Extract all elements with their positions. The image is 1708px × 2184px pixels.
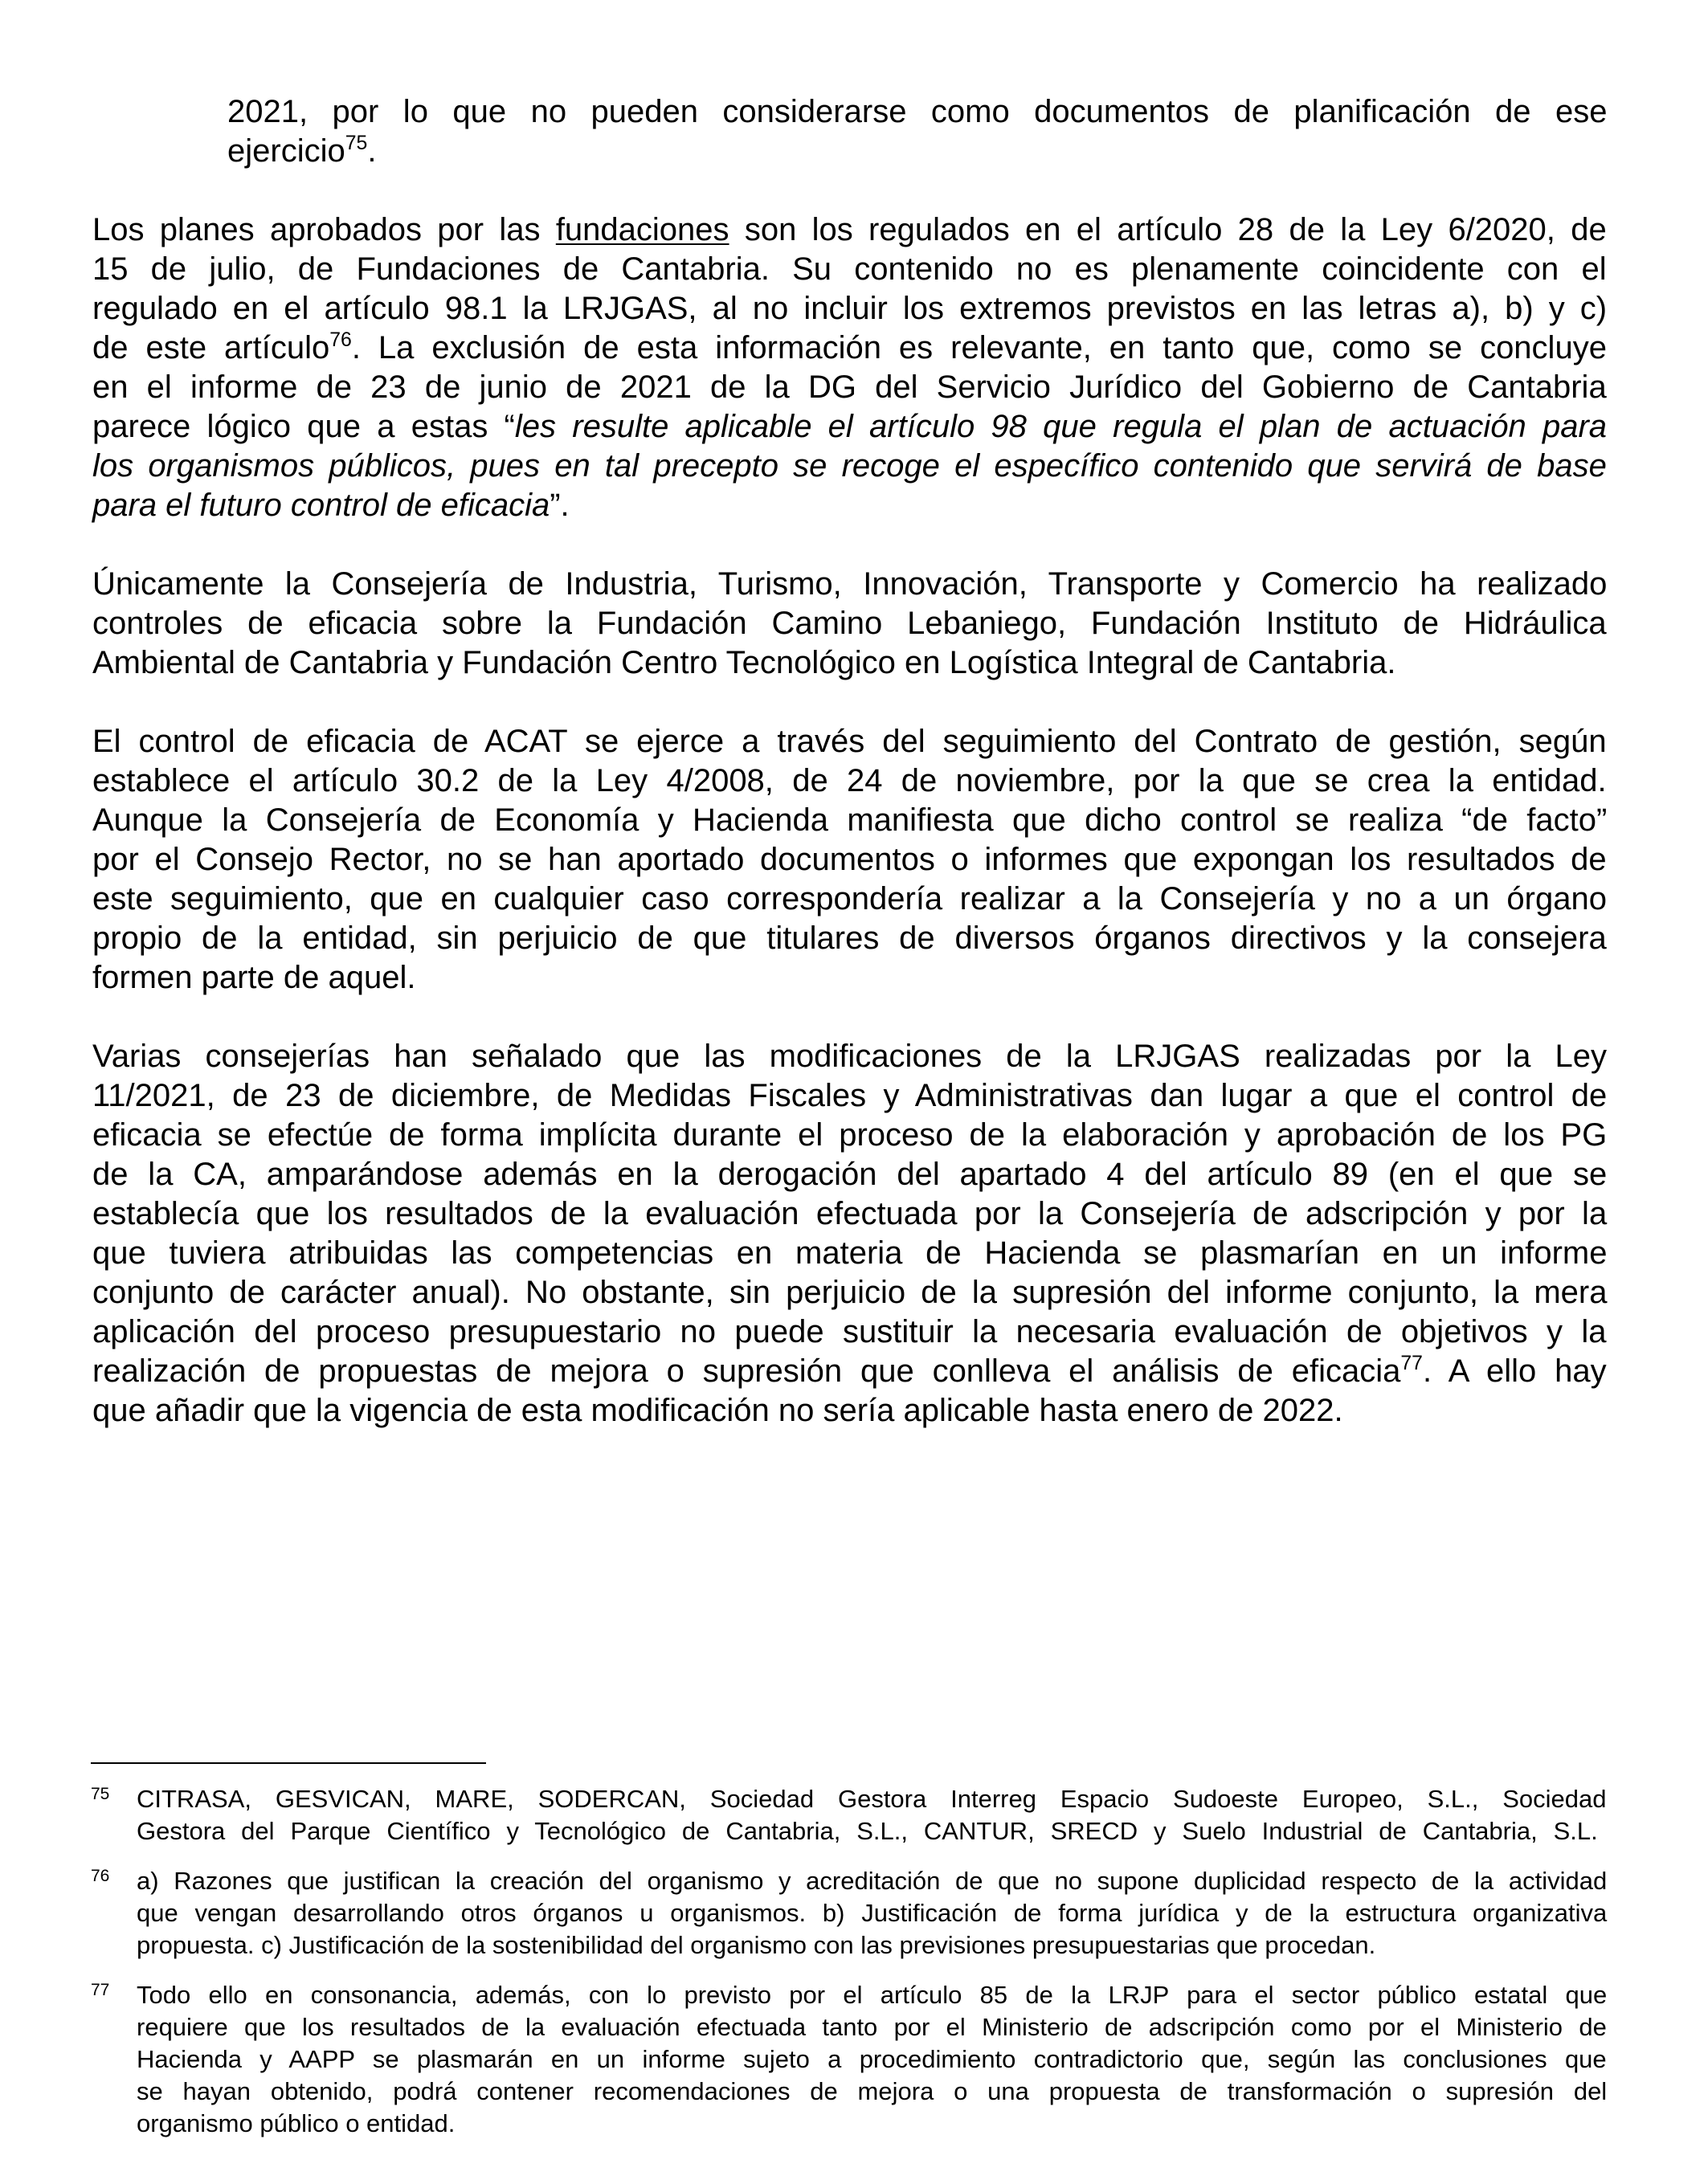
text-run: parece lógico que a estas “ bbox=[92, 409, 515, 444]
text-run: 11/2021, de 23 de diciembre, de Medidas Fiscales y Administrativas dan lugar a que el control de bbox=[92, 1078, 1608, 1113]
text-run: Los planes aprobados por las bbox=[92, 212, 556, 247]
text-run: controles de eficacia sobre la Fundación Camino Lebaniego, Fundación Instituto de Hidráulica bbox=[92, 606, 1607, 641]
text-line bbox=[92, 368, 1607, 407]
text-line bbox=[92, 565, 1607, 604]
footnote-number: 76 bbox=[91, 1867, 110, 1885]
text-line bbox=[92, 210, 1607, 250]
footnote-line: Gestora del Parque Científico y Tecnológico de Cantabria, S.L., CANTUR, SRECD y Suelo Industrial de Cantabria, S.L. bbox=[137, 1817, 1598, 1845]
footnote-reference[interactable]: 75 bbox=[345, 132, 368, 154]
text-run: . A ello hay bbox=[1422, 1353, 1607, 1389]
text-run: este seguimiento, que en cualquier caso correspondería realizar a la Consejería y no a un órgano bbox=[92, 881, 1607, 916]
footnote-line: a) Razones que justifican la creación del organismo y acreditación de que no supone duplicidad respecto de la actividad bbox=[137, 1867, 1608, 1895]
text-line bbox=[227, 92, 1607, 132]
text-run: aplicación del proceso presupuestario no puede sustituir la necesaria evaluación de objetivos y la bbox=[92, 1314, 1607, 1349]
text-line bbox=[92, 407, 1607, 447]
footnote-line: Todo ello en consonancia, además, con lo previsto por el artículo 85 de la LRJP para el sector público estatal que bbox=[137, 1981, 1608, 2009]
quoted-text: los organismos públicos, pues en tal precepto se recoge el específico contenido que servirá de base bbox=[92, 448, 1607, 484]
text-line bbox=[92, 1312, 1607, 1352]
text-line bbox=[92, 486, 570, 525]
footnote-line: CITRASA, GESVICAN, MARE, SODERCAN, Sociedad Gestora Interreg Espacio Sudoeste Europeo, S.L., Sociedad bbox=[137, 1785, 1607, 1813]
text-line bbox=[227, 132, 376, 171]
text-run: 15 de julio, de Fundaciones de Cantabria. Su contenido no es plenamente coincidente con el bbox=[92, 251, 1607, 287]
text-line bbox=[92, 447, 1607, 486]
text-line bbox=[92, 919, 1607, 958]
text-line bbox=[92, 1234, 1607, 1273]
text-line bbox=[92, 880, 1607, 919]
footnote-line: requiere que los resultados de la evaluación efectuada tanto por el Ministerio de adscripción como por el Ministerio de bbox=[137, 2013, 1607, 2041]
text-line bbox=[92, 761, 1607, 801]
footnote-separator bbox=[91, 1762, 486, 1764]
text-run: Ambiental de Cantabria y Fundación Centro Tecnológico en Logística Integral de Cantabria. bbox=[92, 645, 1396, 680]
text-line bbox=[92, 1116, 1607, 1155]
text-line bbox=[92, 722, 1607, 761]
text-line bbox=[92, 289, 1607, 329]
footnote-line: Hacienda y AAPP se plasmarán en un informe sujeto a procedimiento contradictorio que, según las conclusiones que bbox=[137, 2045, 1607, 2073]
text-run: establece el artículo 30.2 de la Ley 4/2008, de 24 de noviembre, por la que se crea la entidad. bbox=[92, 763, 1607, 798]
text-line bbox=[92, 1155, 1607, 1194]
text-run: son los regulados en el artículo 28 de la Ley 6/2020, de bbox=[729, 212, 1607, 247]
text-run: 2021, por lo que no pueden considerarse como documentos de planificación de ese bbox=[227, 94, 1608, 129]
text-line bbox=[92, 1273, 1607, 1312]
text-run: que añadir que la vigencia de esta modificación no sería aplicable hasta enero de 2022. bbox=[92, 1393, 1343, 1428]
text-run: ”. bbox=[550, 488, 570, 523]
text-line bbox=[92, 643, 1395, 683]
underlined-text: fundaciones bbox=[555, 212, 729, 247]
footnote-reference[interactable]: 77 bbox=[1400, 1352, 1423, 1374]
footnote-reference[interactable]: 76 bbox=[329, 329, 352, 351]
footnote-number: 75 bbox=[91, 1785, 110, 1803]
text-line bbox=[92, 1037, 1607, 1076]
footnote-line: organismo público o entidad. bbox=[137, 2109, 456, 2137]
text-run: conjunto de carácter anual). No obstante, sin perjuicio de la supresión del informe conjunto, la mera bbox=[92, 1275, 1608, 1310]
text-run: Varias consejerías han señalado que las modificaciones de la LRJGAS realizadas por la Ley bbox=[92, 1039, 1607, 1074]
quoted-text: para el futuro control de eficacia bbox=[92, 488, 550, 523]
text-run: . La exclusión de esta información es relevante, en tanto que, como se concluye bbox=[351, 330, 1607, 365]
text-run: Únicamente la Consejería de Industria, Turismo, Innovación, Transporte y Comercio ha realizado bbox=[92, 566, 1608, 602]
text-run: ejercicio bbox=[227, 133, 345, 169]
text-run: de este artículo bbox=[92, 330, 330, 365]
quoted-text: les resulte aplicable el artículo 98 que regula el plan de actuación para bbox=[514, 409, 1608, 444]
text-line bbox=[92, 801, 1607, 840]
text-run: eficacia se efectúe de forma implícita durante el proceso de la elaboración y aprobación de los PG bbox=[92, 1117, 1608, 1153]
text-run: formen parte de aquel. bbox=[92, 960, 416, 995]
footnote-number: 77 bbox=[91, 1981, 110, 1999]
text-line bbox=[92, 1352, 1607, 1391]
text-run: que tuviera atribuidas las competencias en materia de Hacienda se plasmarían en un informe bbox=[92, 1235, 1608, 1271]
text-run: establecía que los resultados de la evaluación efectuada por la Consejería de adscripción y por la bbox=[92, 1196, 1608, 1231]
footnote-line: se hayan obtenido, podrá contener recomendaciones de mejora o una propuesta de transformación o supresión del bbox=[137, 2077, 1608, 2105]
text-run: . bbox=[367, 133, 377, 169]
text-line bbox=[92, 958, 415, 998]
text-run: Aunque la Consejería de Economía y Hacienda manifiesta que dicho control se realiza “de facto” bbox=[92, 802, 1608, 838]
text-line bbox=[92, 604, 1607, 643]
text-run: realización de propuestas de mejora o supresión que conlleva el análisis de eficacia bbox=[92, 1353, 1401, 1389]
footnote-line: que vengan desarrollando otros órganos u organismos. b) Justificación de forma jurídica y de la estructura organizativa bbox=[137, 1899, 1608, 1927]
text-line bbox=[92, 1391, 1343, 1431]
text-run: de la CA, amparándose además en la derogación del apartado 4 del artículo 89 (en el que se bbox=[92, 1157, 1608, 1192]
text-line bbox=[92, 250, 1607, 289]
text-line bbox=[92, 840, 1607, 880]
text-line bbox=[92, 1076, 1607, 1116]
text-run: por el Consejo Rector, no se han aportado documentos o informes que expongan los resultados de bbox=[92, 842, 1607, 877]
text-run: propio de la entidad, sin perjuicio de que titulares de diversos órganos directivos y la consejera bbox=[92, 921, 1607, 956]
text-line bbox=[92, 1194, 1607, 1234]
footnote-line: propuesta. c) Justificación de la sostenibilidad del organismo con las previsiones presupuestarias que procedan. bbox=[137, 1931, 1376, 1959]
text-line bbox=[92, 329, 1607, 368]
text-run: en el informe de 23 de junio de 2021 de la DG del Servicio Jurídico del Gobierno de Cantabria bbox=[92, 369, 1607, 405]
text-run: El control de eficacia de ACAT se ejerce a través del seguimiento del Contrato de gestión, según bbox=[92, 724, 1607, 759]
text-run: regulado en el artículo 98.1 la LRJGAS, al no incluir los extremos previstos en las letras a), b) y c) bbox=[92, 291, 1608, 326]
